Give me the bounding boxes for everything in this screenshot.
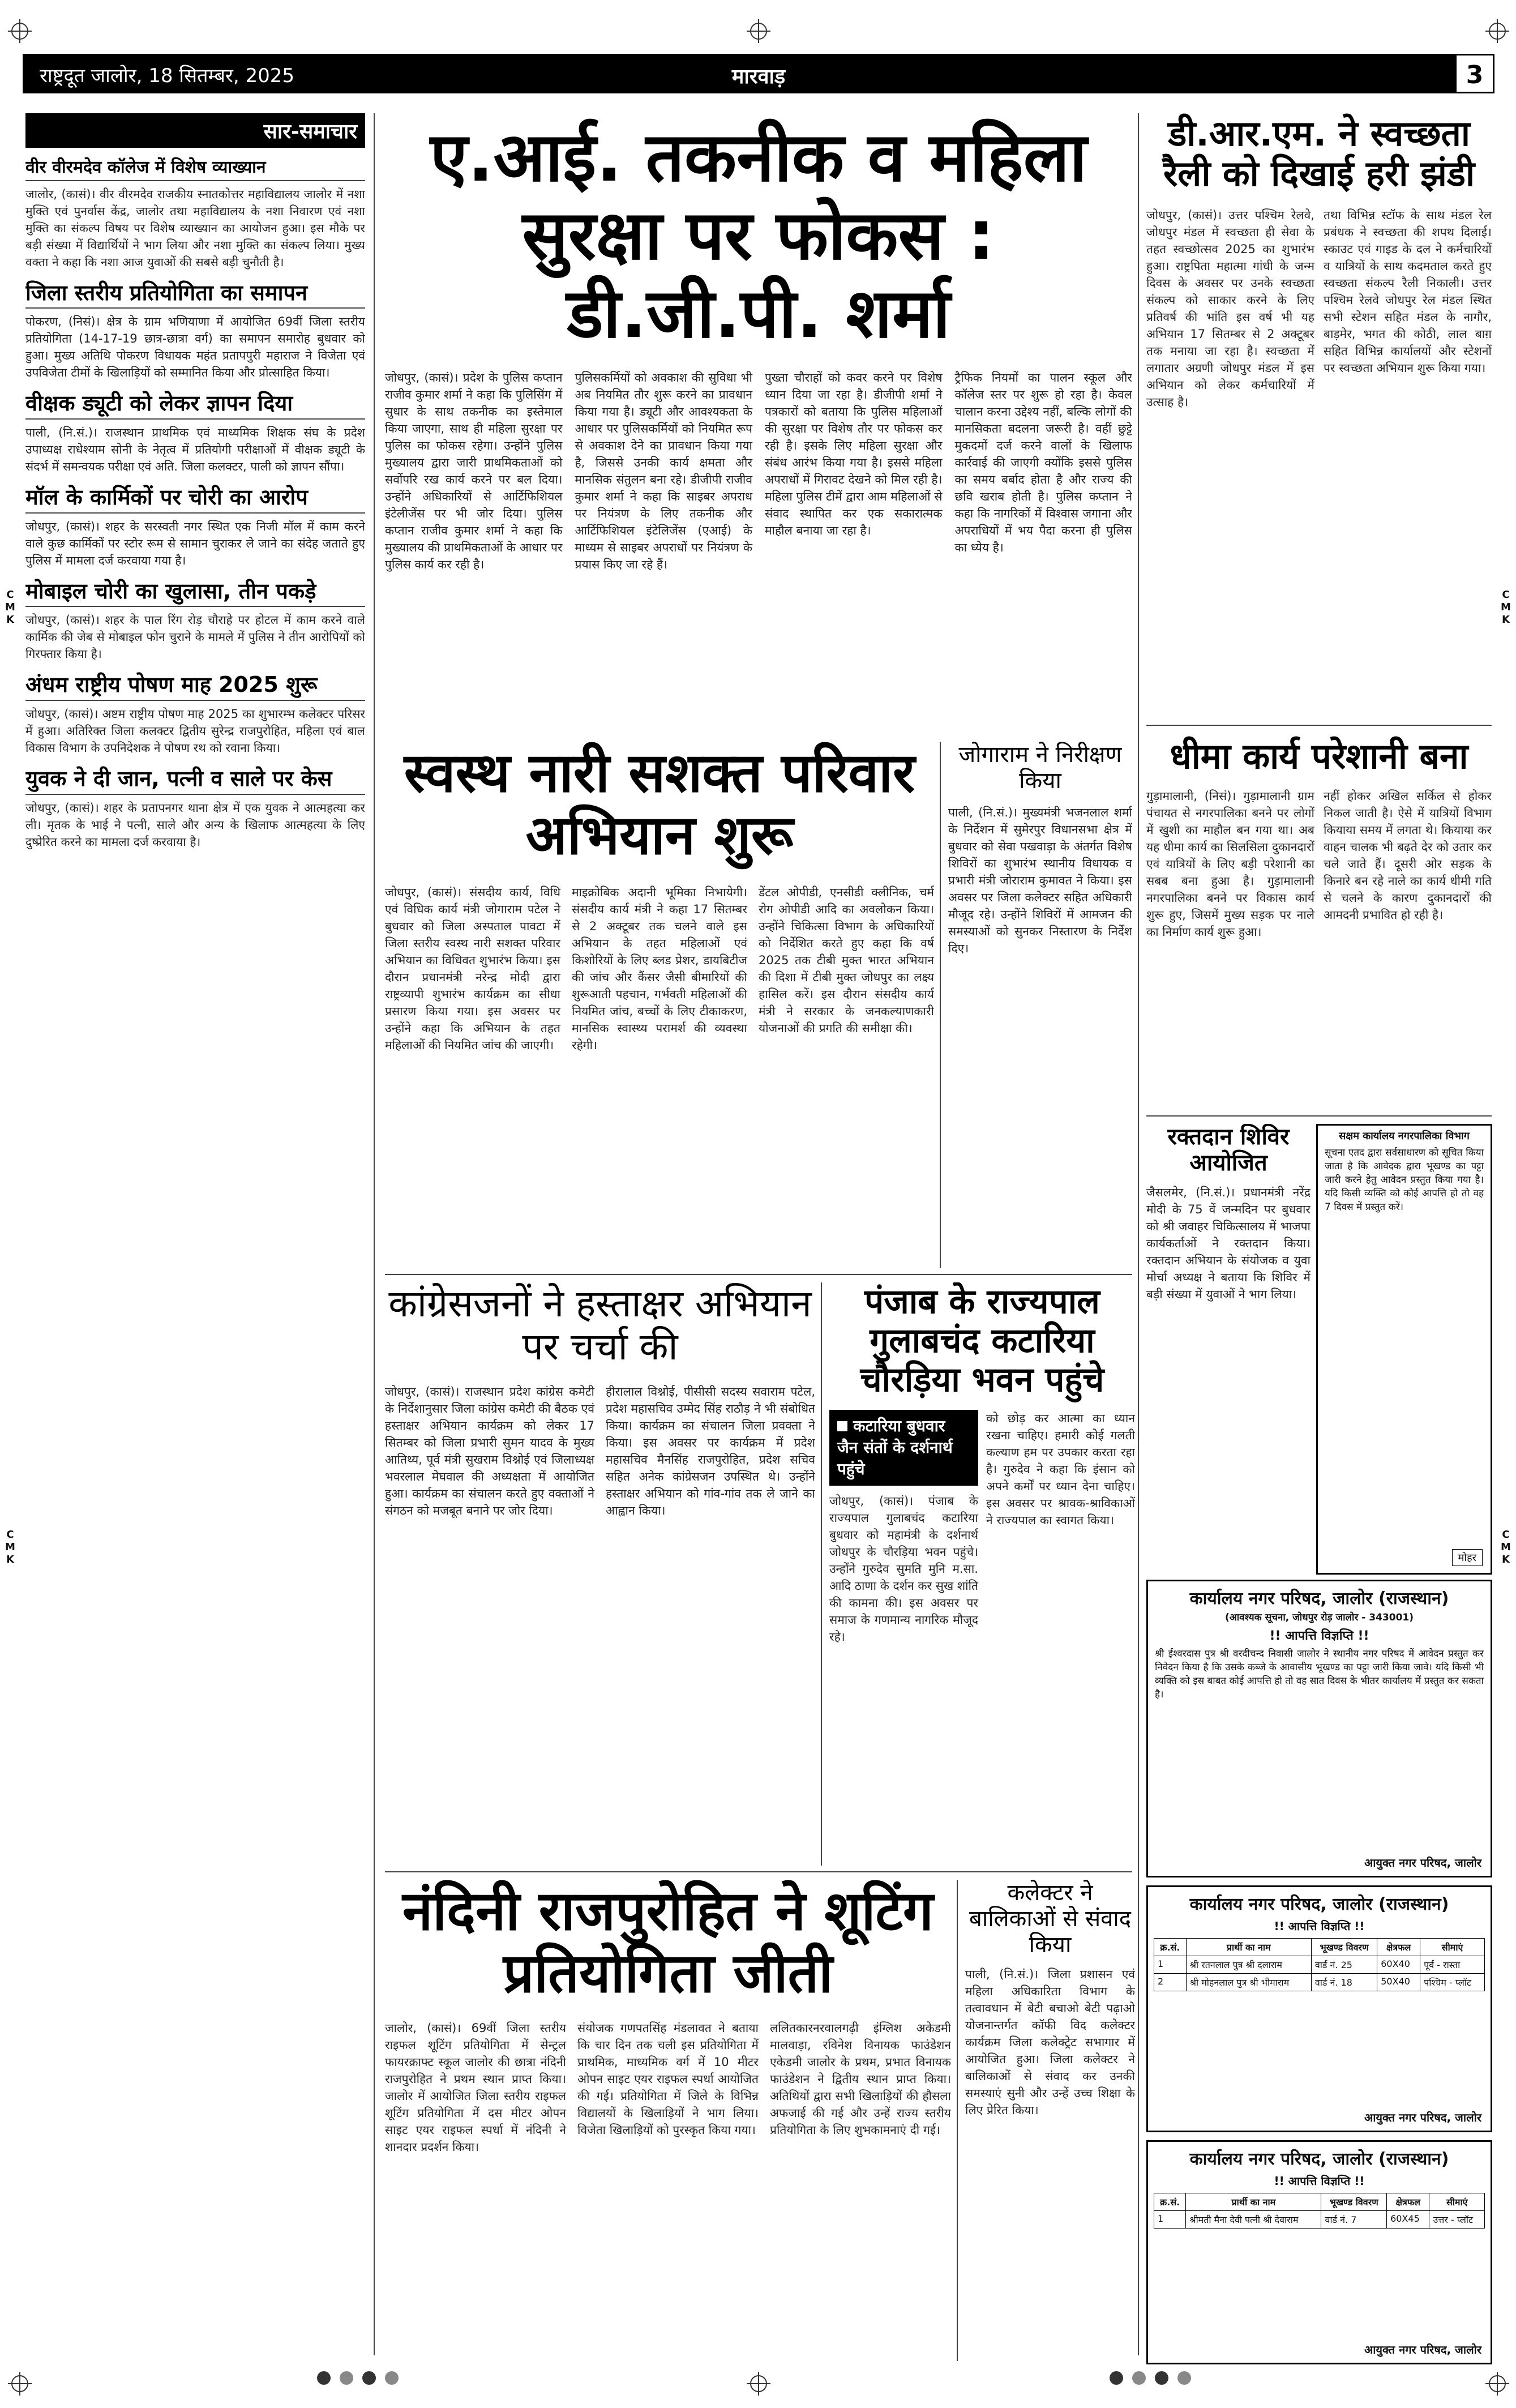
section-rule: [1146, 1115, 1492, 1117]
color-dot: [1132, 2371, 1146, 2385]
bullet-icon: [837, 1421, 847, 1431]
column-rule: [1138, 113, 1139, 2355]
table-cell: वार्ड नं. 18: [1311, 1974, 1377, 1991]
table-cell: 60X45: [1387, 2211, 1429, 2229]
sidebar-label: सार-समाचार: [25, 113, 365, 148]
notice-3-table: [1154, 2193, 1485, 2229]
governor-story: [829, 1282, 1135, 1866]
dheema-story: [1146, 736, 1492, 1110]
table-cell: श्रीमती मैना देवी पत्नी श्री देवाराम: [1186, 2211, 1321, 2229]
nandini-col-2: संयोजक गणपतसिंह मंडलावत ने बताया कि चार दिन तक चली इस प्रतियोगिता में प्राथमिक, माध्यमिक वर्ग में 10 मीटर ओपन साइट एयर राइफल स्पर्धा आयोजित की गई। प्रतियोगिता में जिले के विभिन्न विद्यालयों के खिलाड़ियों ने भाग लिया। विजेता खिलाड़ियों को पुरस्कृत किया गया।: [577, 2021, 759, 2137]
section-rule: [385, 1274, 1132, 1275]
lead-col-4: ट्रैफिक नियमों का पालन स्कूल और कॉलेज स्तर पर शुरू हो रहा है। केवल चालान करना उद्देश्य नहीं, बल्कि लोगों की मानसिकता बदलना जरूरी है। वहीं छुट्टे मुकदमों दर्ज करने वालों के खिलाफ कार्रवाई की जाएगी क्योंकि इससे पुलिस का समय बर्बाद होता है और राज्य की छवि खराब होती है। पुलिस कप्तान ने कहा कि नागरिकों में विश्वास जगाना और अपराधियों में भय पैदा करना ही पुलिस का ध्येय है।: [954, 371, 1132, 554]
sidebar-item-body: जालोर, (कासं)। वीर वीरमदेव राजकीय स्नातकोत्तर महाविद्यालय जालोर में नशा मुक्ति एवं पुनर्वास केंद्र, जालोर तथा महाविद्यालय के नशा निवारण एवं नशा मुक्ति का संकल्प विषय पर विशेष व्याख्यान का आयोजन हुआ। इस मौके पर बड़ी संख्या में विद्यार्थियों ने भाग लिया और नशा मुक्ति का संकल्प लिया। मुख्य वक्ता ने कहा कि नशा आज युवाओं की सबसे बड़ी चुनौती है।: [25, 187, 365, 269]
governor-col-2: को छोड़ कर आत्मा का ध्यान रखना चाहिए। हमारी कोई गलती कल्याण हम पर उपकार करता रहा है। गुरुदेव ने कहा कि इंसान को अपने कर्मों पर ध्यान देना चाहिए। इस अवसर पर श्रावक-श्राविकाओं ने राज्यपाल का स्वागत किया।: [986, 1412, 1135, 1527]
table-cell: पश्चिम - प्लॉट: [1420, 1974, 1485, 1991]
swasth-col-1: जोधपुर, (कासं)। संसदीय कार्य, विधि एवं विधिक कार्य मंत्री जोगाराम पटेल ने बुधवार को जिला अस्पताल पावटा में जिला स्तरीय स्वस्थ नारी सशक्त परिवार अभियान का विधिवत शुभारंभ किया। इस दौरान प्रधानमंत्री नरेन्द्र मोदी द्वारा राष्ट्रव्यापी शुभारंभ कार्यक्रम का सीधा प्रसारण किया गया। इस अवसर पर उन्होंने कहा कि अभियान के तहत महिलाओं की नियमित जांच की जाएगी।: [385, 885, 560, 1052]
blood-donation-story: [1146, 1124, 1311, 1577]
small-notice-title: सक्षम कार्यालय नगरपालिका विभाग: [1339, 1130, 1470, 1142]
collector-story: [965, 1880, 1135, 2361]
drm-headline: डी.आर.एम. ने स्वच्छता रैली को दिखाई हरी झंडी: [1163, 113, 1475, 195]
masthead: [23, 54, 1494, 93]
sidebar-news-column: [25, 113, 365, 2355]
color-dot: [1177, 2371, 1191, 2385]
jogaram-story: [948, 742, 1132, 1268]
notice-1-heading: !! आपत्ति विज्ञप्ति !!: [1269, 1629, 1369, 1643]
sidebar-item-headline: वीर वीरमदेव कॉलेज में विशेष व्याख्यान: [25, 158, 365, 181]
table-cell: श्री मोहनलाल पुत्र श्री भीमाराम: [1186, 1974, 1311, 1991]
sidebar-item-headline: मॉल के कार्मिकों पर चोरी का आरोप: [25, 485, 365, 514]
municipal-notice-1: [1146, 1580, 1492, 1877]
table-cell: वार्ड नं. 7: [1321, 2211, 1387, 2229]
table-header-cell: भूखण्ड विवरण: [1321, 2193, 1387, 2211]
color-dot: [1110, 2371, 1123, 2385]
lead-col-2: पुलिसकर्मियों को अवकाश की सुविधा भी अब नियमित तौर शुरू करने का प्रावधान किया गया है। ड्यूटी और आवश्यकता के आधार पर पुलिसकर्मियों को नियमित रूप से अवकाश देने का प्रावधान किया गया है, जिससे उनकी कार्य क्षमता और मानसिक संतुलन बना रहे। डीजीपी राजीव कुमार शर्मा ने कहा कि साइबर अपराध पर नियंत्रण के लिए तकनीक और आर्टिफिशियल इंटेलिजेंस (एआई) के माध्यम से साइबर अपराधों पर नियंत्रण के प्रयास किए जा रहे हैं।: [575, 371, 752, 571]
blood-body: जैसलमेर, (नि.सं.)। प्रधानमंत्री नरेंद्र मोदी के 75 वें जन्मदिन पर बुधवार को श्री जवाहर चिकित्सालय में भाजपा कार्यकर्ताओं ने रक्तदान किया। रक्तदान अभियान के संयोजक व युवा मोर्चा अध्यक्ष ने बताया कि शिविर में बड़ी संख्या में युवाओं ने भाग लिया।: [1146, 1186, 1311, 1301]
table-cell: 60X40: [1377, 1956, 1420, 1974]
congress-col-2: हीरालाल विश्नोई, पीसीसी सदस्य सवाराम पटेल, प्रदेश महासचिव उम्मेद सिंह राठौड़ ने भी संबोधित किया। कार्यक्रम का संचालन जिला प्रवक्ता ने किया। इस अवसर पर कार्यक्रम में प्रदेश महासचिव मैनसिंह राजपुरोहित, प्रदेश सचिव सहित अनेक कांग्रेसजन उपस्थित थे। उन्होंने हस्ताक्षर अभियान को गांव-गांव तक ले जाने का आह्वान किया।: [606, 1384, 815, 1517]
collector-body: पाली, (नि.सं.)। जिला प्रशासन एवं महिला अधिकारिता विभाग के तत्वावधान में बेटी बचाओ बेटी पढ़ाओ योजनान्तर्गत कॉफी विद कलेक्टर कार्यक्रम जिला कलेक्ट्रेट सभागार में आयोजित हुआ। जिला कलेक्टर ने बालिकाओं से संवाद कर उनकी समस्याएं सुनी और उन्हें उच्च शिक्षा के लिए प्रेरित किया।: [965, 1968, 1135, 2117]
blood-headline: रक्तदान शिविर आयोजित: [1167, 1124, 1290, 1176]
municipal-notice-2: [1146, 1885, 1492, 2132]
lead-story: [385, 113, 1132, 736]
small-notice-seal: मोहर: [1452, 1549, 1483, 1566]
sidebar-item-body: पोकरण, (निसं)। क्षेत्र के ग्राम भणियाणा में आयोजित 69वीं जिला स्तरीय प्रतियोगिता (14-17-19 छात्र-छात्रा वर्ग) का समापन समारोह बुधवार को हुआ। मुख्य अतिथि पोकरण विधायक महंत प्रतापपुरी महाराज ने विजेता एवं उपविजेता टीमों के खिलाड़ियों को सम्मानित किया और प्रोत्साहित किया।: [25, 315, 365, 380]
swasth-col-3: डेंटल ओपीडी, एनसीडी क्लीनिक, चर्म रोग ओपीडी आदि का अवलोकन किया। उन्होंने चिकित्सा विभाग के अधिकारियों को निर्देशित करते हुए कहा कि वर्ष 2025 तक टीबी मुक्त भारत अभियान की दिशा में टीबी मुक्त जोधपुर का लक्ष्य हासिल करें। इस दौरान संसदीय कार्य मंत्री ने सरकार के जनकल्याणकारी योजनाओं की प्रगति की समीक्षा की।: [759, 885, 934, 1035]
table-cell: 1: [1154, 2211, 1186, 2229]
notice-1-subtitle: (आवश्यक सूचना, जोधपुर रोड़ जालोर - 343001): [1224, 1612, 1414, 1623]
table-row: [1154, 2211, 1485, 2229]
lead-col-3: पुख्ता चौराहों को कवर करने पर विशेष ध्यान दिया जा रहा है। डीजीपी शर्मा ने पत्रकारों को बताया कि पुलिस महिलाओं की सुरक्षा पर विशेष तौर पर फोकस कर रही है। इसके लिए महिला सुरक्षा और संबंध आरंभ किया गया है। इससे महिला अपराधों में गिरावट देखने को मिल रही है। महिला पुलिस टीमें द्वारा आम महिलाओं से संवाद स्थापित कर एक सकारात्मक माहौल बनाया जा रहा है।: [765, 371, 943, 537]
cmk-mark-left-2: C M K: [5, 1529, 15, 1566]
column-rule: [940, 742, 941, 1268]
notice-3-title: कार्यालय नगर परिषद, जालोर (राजस्थान): [1189, 2149, 1449, 2169]
color-dot: [340, 2371, 353, 2385]
cmk-mark-right-2: C M K: [1501, 1529, 1511, 1566]
dheema-col-1: गुड़ामालानी, (निसं)। गुड़ामालानी ग्राम पंचायत से नगरपालिका बनने पर लोगों में खुशी का माहौल बन गया था। अब यह धीमा कार्य का सिलसिला दुकानदारों एवं यात्रियों के लिए बड़ी परेशानी का सबब बना हुआ है। गुड़ामालानी नगरपालिका बनने पर विकास कार्य शुरू हुए, जिसमें मुख्य सड़क पर नाले का निर्माण कार्य शुरू हुआ।: [1146, 789, 1314, 939]
notice-2-table: [1154, 1938, 1485, 1991]
sidebar-item-body: पाली, (नि.सं.)। राजस्थान प्राथमिक एवं माध्यमिक शिक्षक संघ के प्रदेश उपाध्यक्ष राधेश्याम सोनी के नेतृत्व में प्रतियोगी परीक्षाओं में वीक्षक ड्यूटी के संदर्भ में समन्वयक परीक्षा एवं अति. जिला कलक्टर, पाली को ज्ञापन सौंपा।: [25, 425, 365, 473]
governor-col-1: जोधपुर, (कासं)। पंजाब के राज्यपाल गुलाबचंद कटारिया बुधवार को महामंत्री के दर्शनार्थ जोधपुर के चौरड़िया भवन पहुंचे। उन्होंने गुरुदेव सुमति मुनि म.सा. आदि ठाणा के दर्शन कर सुख शांति की कामना की। इस अवसर पर समाज के गणमान्य नागरिक मौजूद रहे।: [829, 1494, 978, 1644]
sidebar-item-headline: युवक ने दी जान, पत्नी व साले पर केस: [25, 767, 365, 795]
table-header-cell: भूखण्ड विवरण: [1311, 1939, 1377, 1956]
table-header-cell: क्र.सं.: [1154, 1939, 1187, 1956]
color-dot: [317, 2371, 331, 2385]
column-rule: [374, 113, 375, 2355]
section-name: मारवाड़: [731, 65, 786, 88]
jogaram-body: पाली, (नि.सं.)। मुख्यमंत्री भजनलाल शर्मा के निर्देशन में सुमेरपुर विधानसभा क्षेत्र में बुधवार को सेवा पखवाड़ा के अंतर्गत विशेष शिविरों का शुभारंभ स्थानीय विधायक व प्रभारी मंत्री जोराराम कुमावत ने किया। इस अवसर पर जिला कलेक्टर सहित अधिकारी मौजूद रहे। उन्होंने शिविरों में आमजन की समस्याओं को सुनकर निस्तारण के निर्देश दिए।: [948, 806, 1132, 955]
dheema-col-2: नहीं होकर अखिल सर्किल से होकर निकल जाती है। ऐसे में यात्रियों विभाग कियाया समय में लगता थे। कियाया कर वाहन चालक भी बढ़ते देर को उतार कर चले जाते हैं। दूसरी ओर सड़क के किनारे बन रहे नाले का कार्य धीमी गति से चलने के कारण दुकानदारों की आमदनी प्रभावित हो रही है।: [1324, 789, 1492, 922]
registration-mark: [1489, 23, 1506, 40]
sidebar-item-headline: जिला स्तरीय प्रतियोगिता का समापन: [25, 281, 365, 309]
table-header-cell: प्रार्थी का नाम: [1186, 2193, 1321, 2211]
sidebar-item-headline: अंधम राष्ट्रीय पोषण माह 2025 शुरू: [25, 673, 365, 701]
table-cell: 1: [1154, 1956, 1187, 1974]
collector-headline: कलेक्टर ने बालिकाओं से संवाद किया: [969, 1880, 1131, 1958]
color-dot: [362, 2371, 376, 2385]
table-cell: वार्ड नं. 25: [1311, 1956, 1377, 1974]
swasth-nari-headline: स्वस्थ नारी सशक्त परिवार अभियान शुरू: [404, 742, 915, 867]
nandini-story: [385, 1880, 951, 2361]
nandini-headline: नंदिनी राजपुरोहित ने शूटिंग प्रतियोगिता जीती: [402, 1880, 933, 2005]
sidebar-item-headline: वीक्षक ड्यूटी को लेकर ज्ञापन दिया: [25, 391, 365, 420]
table-header-cell: सीमाएं: [1429, 2193, 1485, 2211]
registration-mark: [11, 23, 28, 40]
notice-2-heading: !! आपत्ति विज्ञप्ति !!: [1274, 1919, 1365, 1933]
congress-col-1: जोधपुर, (कासं)। राजस्थान प्रदेश कांग्रेस कमेटी के निर्देशानुसार जिला कांग्रेस कमेटी की बैठक एवं हस्ताक्षर अभियान कार्यक्रम को लेकर 17 सितम्बर को जिला प्रभारी सुमन यादव के मुख्य आतिथ्य, पूर्व मंत्री सुखराम विश्नोई एवं जिलाध्यक्ष भवरलाल मेघवाल की अध्यक्षता में आयोजित हुआ। कार्यक्रम का संचालन करते हुए वक्ताओं ने संगठन को मजबूत बनाने पर जोर दिया।: [385, 1384, 594, 1517]
table-header-cell: क्र.सं.: [1154, 2193, 1186, 2211]
lead-body: [385, 369, 1132, 573]
table-header-cell: क्षेत्रफल: [1387, 2193, 1429, 2211]
small-notice-body: सूचना एतद द्वारा सर्वसाधारण को सूचित किया जाता है कि आवेदक द्वारा भूखण्ड का पट्टा जारी करने हेतु आवेदन प्रस्तुत किया गया है। यदि किसी व्यक्ति को कोई आपत्ति हो तो वह 7 दिवस में प्रस्तुत करें।: [1325, 1147, 1484, 1213]
color-dot: [1155, 2371, 1168, 2385]
small-notice-ad: [1316, 1124, 1492, 1575]
sidebar-item-headline: मोबाइल चोरी का खुलासा, तीन पकड़े: [25, 579, 365, 608]
cmk-mark-left: C M K: [5, 589, 15, 626]
notice-3-signature: आयुक्त नगर परिषद, जालोर: [1364, 2343, 1481, 2356]
governor-highlight: कटारिया बुधवार जैन संतों के दर्शनार्थ पहुंचे: [837, 1417, 953, 1478]
swasth-col-2: माइक्रोबिक अदानी भूमिका निभायेगी। संसदीय कार्य मंत्री ने कहा 17 सितम्बर से 2 अक्टूबर तक चलने वाले इस अभियान के तहत महिलाओं एवं किशोरियों के लिए ब्लड प्रेशर, डायबिटीज की जांच और कैंसर जैसी बीमारियों की शुरूआती पहचान, गर्भवती महिलाओं की नियमित जांच, बच्चों के लिए टीकाकरण, मानसिक स्वास्थ्य परामर्श की व्यवस्था रहेगी।: [572, 885, 747, 1052]
table-row: [1154, 1956, 1485, 1974]
sidebar-item-body: जोधपुर, (कासं)। शहर के सरस्वती नगर स्थित एक निजी मॉल में काम करने वाले कुछ कार्मिकों पर स्टोर रूम से सामान चुराकर ले जाने का संदेह जताते हुए पुलिस में मामला दर्ज करवाया गया है।: [25, 519, 365, 567]
nandini-col-1: जालोर, (कासं)। 69वीं जिला स्तरीय राइफल शूटिंग प्रतियोगिता में सेन्ट्रल फायरक्राफ्ट स्कूल जालोर की छात्रा नंदिनी राजपुरोहित ने प्रथम स्थान प्राप्त किया। जालोर में आयोजित जिला स्तरीय राइफल शूटिंग प्रतियोगिता में दस मीटर ओपन साइट एयर राइफल स्पर्धा में नंदिनी ने शानदार प्रदर्शन किया।: [385, 2021, 566, 2154]
table-cell: पूर्व - रास्ता: [1420, 1956, 1485, 1974]
sidebar-item-body: जोधपुर, (कासं)। शहर के प्रतापनगर थाना क्षेत्र में एक युवक ने आत्महत्या कर ली। मृतक के भाई ने पत्नी, साले और अन्य के खिलाफ आत्महत्या के लिए दुष्प्रेरित करने का मामला दर्ज करवाया है।: [25, 801, 365, 849]
lead-headline: ए.आई. तकनीक व महिला सुरक्षा पर फोकस : डी.जी.पी. शर्मा: [430, 118, 1087, 353]
table-cell: 50X40: [1377, 1974, 1420, 1991]
nandini-col-3: ललितकारनरवालगढ़ी इंग्लिश अकेडमी मालवाड़ा, रविनेश विनायक फाउंडेशन एकेडमी जालोर के प्रथम, प्रभात विनायक फाउंडेशन ने द्वितीय स्थान प्राप्त किया। अतिथियों द्वारा सभी खिलाड़ियों की हौसला अफजाई की गई और उन्हें राज्य स्तरीय प्रतियोगिता के लिए शुभकामनाएं दी गई।: [770, 2021, 951, 2137]
cmk-mark-right: C M K: [1501, 589, 1511, 626]
footer-color-marks: [0, 2367, 1516, 2389]
section-rule: [385, 1871, 1132, 1872]
notice-1-body: श्री ईश्वरदास पुत्र श्री वरदीचन्द निवासी जालोर ने स्थानीय नगर परिषद में आवेदन प्रस्तुत कर निवेदन किया है कि उसके कब्जे के आवासीय भूखण्ड का पट्टा जारी किया जावे। यदि किसी भी व्यक्ति को इस बाबत कोई आपत्ति हो तो वह सात दिवस के भीतर कार्यालय में प्रस्तुत कर सकता है।: [1155, 1648, 1484, 1700]
drm-rally-story: [1146, 113, 1492, 719]
registration-mark: [750, 23, 767, 40]
sidebar-item-body: जोधपुर, (कासं)। अष्टम राष्ट्रीय पोषण माह 2025 का शुभारम्भ कलेक्टर परिसर में हुआ। अतिरिक्त जिला कलक्टर द्वितीय सुरेन्द्र राजपुरोहित, महिला एवं बाल विकास विभाग के उपनिदेशक ने पोषण रथ को रवाना किया।: [25, 707, 365, 755]
table-cell: उत्तर - प्लॉट: [1429, 2211, 1485, 2229]
table-cell: 2: [1154, 1974, 1187, 1991]
governor-highlight-box: [829, 1410, 978, 1486]
notice-2-title: कार्यालय नगर परिषद, जालोर (राजस्थान): [1189, 1894, 1449, 1914]
table-cell: श्री रतनलाल पुत्र श्री दलाराम: [1186, 1956, 1311, 1974]
congress-headline: कांग्रेसजनों ने हस्ताक्षर अभियान पर चर्चा की: [388, 1282, 812, 1368]
color-dot: [385, 2371, 399, 2385]
column-rule: [957, 1880, 958, 2361]
table-header-cell: प्रार्थी का नाम: [1186, 1939, 1311, 1956]
notice-1-title: कार्यालय नगर परिषद, जालोर (राजस्थान): [1189, 1589, 1449, 1609]
governor-headline: पंजाब के राज्यपाल गुलाबचंद कटारिया चौरड़िया भवन पहुंचे: [860, 1282, 1104, 1400]
dheema-headline: धीमा कार्य परेशानी बना: [1170, 736, 1468, 777]
table-header-cell: सीमाएं: [1420, 1939, 1485, 1956]
section-rule: [1146, 725, 1492, 726]
notice-1-signature: आयुक्त नगर परिषद, जालोर: [1364, 1856, 1481, 1870]
jogaram-headline: जोगाराम ने निरीक्षण किया: [958, 742, 1122, 794]
notice-3-heading: !! आपत्ति विज्ञप्ति !!: [1274, 2174, 1365, 2188]
drm-col-2: तथा विभिन्न स्टॉफ के साथ मंडल रेल प्रबंधक ने स्वच्छता की शपथ दिलाई। स्काउट एवं गाइड के दल ने कर्मचारियों व यात्रियों के साथ कदमताल करते हुए स्वच्छता संकल्प रैली निकाली। उत्तर पश्चिम रेलवे जोधपुर रेल मंडल स्थित सभी स्टेशन सहित मंडल के नागौर, बाड़मेर, भगत की कोठी, लाल बाग़ सहित विभिन्न कार्यालयों और स्टेशनों पर स्वच्छता अभियान शुरू किया गया।: [1324, 208, 1492, 375]
page-number: 3: [1455, 54, 1494, 93]
notice-2-signature: आयुक्त नगर परिषद, जालोर: [1364, 2111, 1481, 2124]
sidebar-item-body: जोधपुर, (कासं)। शहर के पाल रिंग रोड़ चौराहे पर होटल में काम करने वाले कार्मिक की जेब से मोबाइल फोन चुराने के मामले में पुलिस ने तीन आरोपियों को गिरफ्तार किया है।: [25, 613, 365, 661]
column-rule: [821, 1282, 822, 1866]
table-row: [1154, 1974, 1485, 1991]
swasth-nari-story: [385, 742, 934, 1268]
table-header-cell: क्षेत्रफल: [1377, 1939, 1420, 1956]
drm-col-1: जोधपुर, (कासं)। उत्तर पश्चिम रेलवे, जोधपुर मंडल में स्वच्छता ही सेवा के तहत स्वच्छोत्सव 2025 का शुभारंभ हुआ। राष्ट्रपिता महात्मा गांधी के जन्म दिवस के अवसर पर उनके स्वच्छता संकल्प को साकार करने के लिए प्रतिवर्ष की भांति इस वर्ष भी यह अभियान 17 सितम्बर से 2 अक्टूबर तक मनाया जा रहा है। स्वच्छता में लगातार अग्रणी जोधपुर मंडल में इस अभियान को लेकर कर्मचारियों में उत्साह है।: [1146, 208, 1314, 409]
municipal-notice-3: [1146, 2140, 1492, 2364]
edition-date: राष्ट्रदूत जालोर, 18 सितम्बर, 2025: [40, 65, 294, 87]
congress-story: [385, 1282, 815, 1866]
lead-col-1: जोधपुर, (कासं)। प्रदेश के पुलिस कप्तान राजीव कुमार शर्मा ने कहा कि पुलिसिंग में सुधार के साथ तकनीक का इस्तेमाल किया जाएगा, साथ ही महिला सुरक्षा पर पुलिस का फोकस रहेगा। उन्होंने पुलिस मुख्यालय द्वारा जारी प्राथमिकताओं को सर्वोपरि रख कार्य करने पर बल दिया। उन्होंने अधिकारियों से आर्टिफिशियल इंटेलीजेंस पर भी जोर दिया। पुलिस कप्तान राजीव कुमार शर्मा ने कहा कि मुख्यालय की प्राथमिकताओं के आधार पर पुलिस कार्य कर रही है।: [385, 371, 563, 571]
